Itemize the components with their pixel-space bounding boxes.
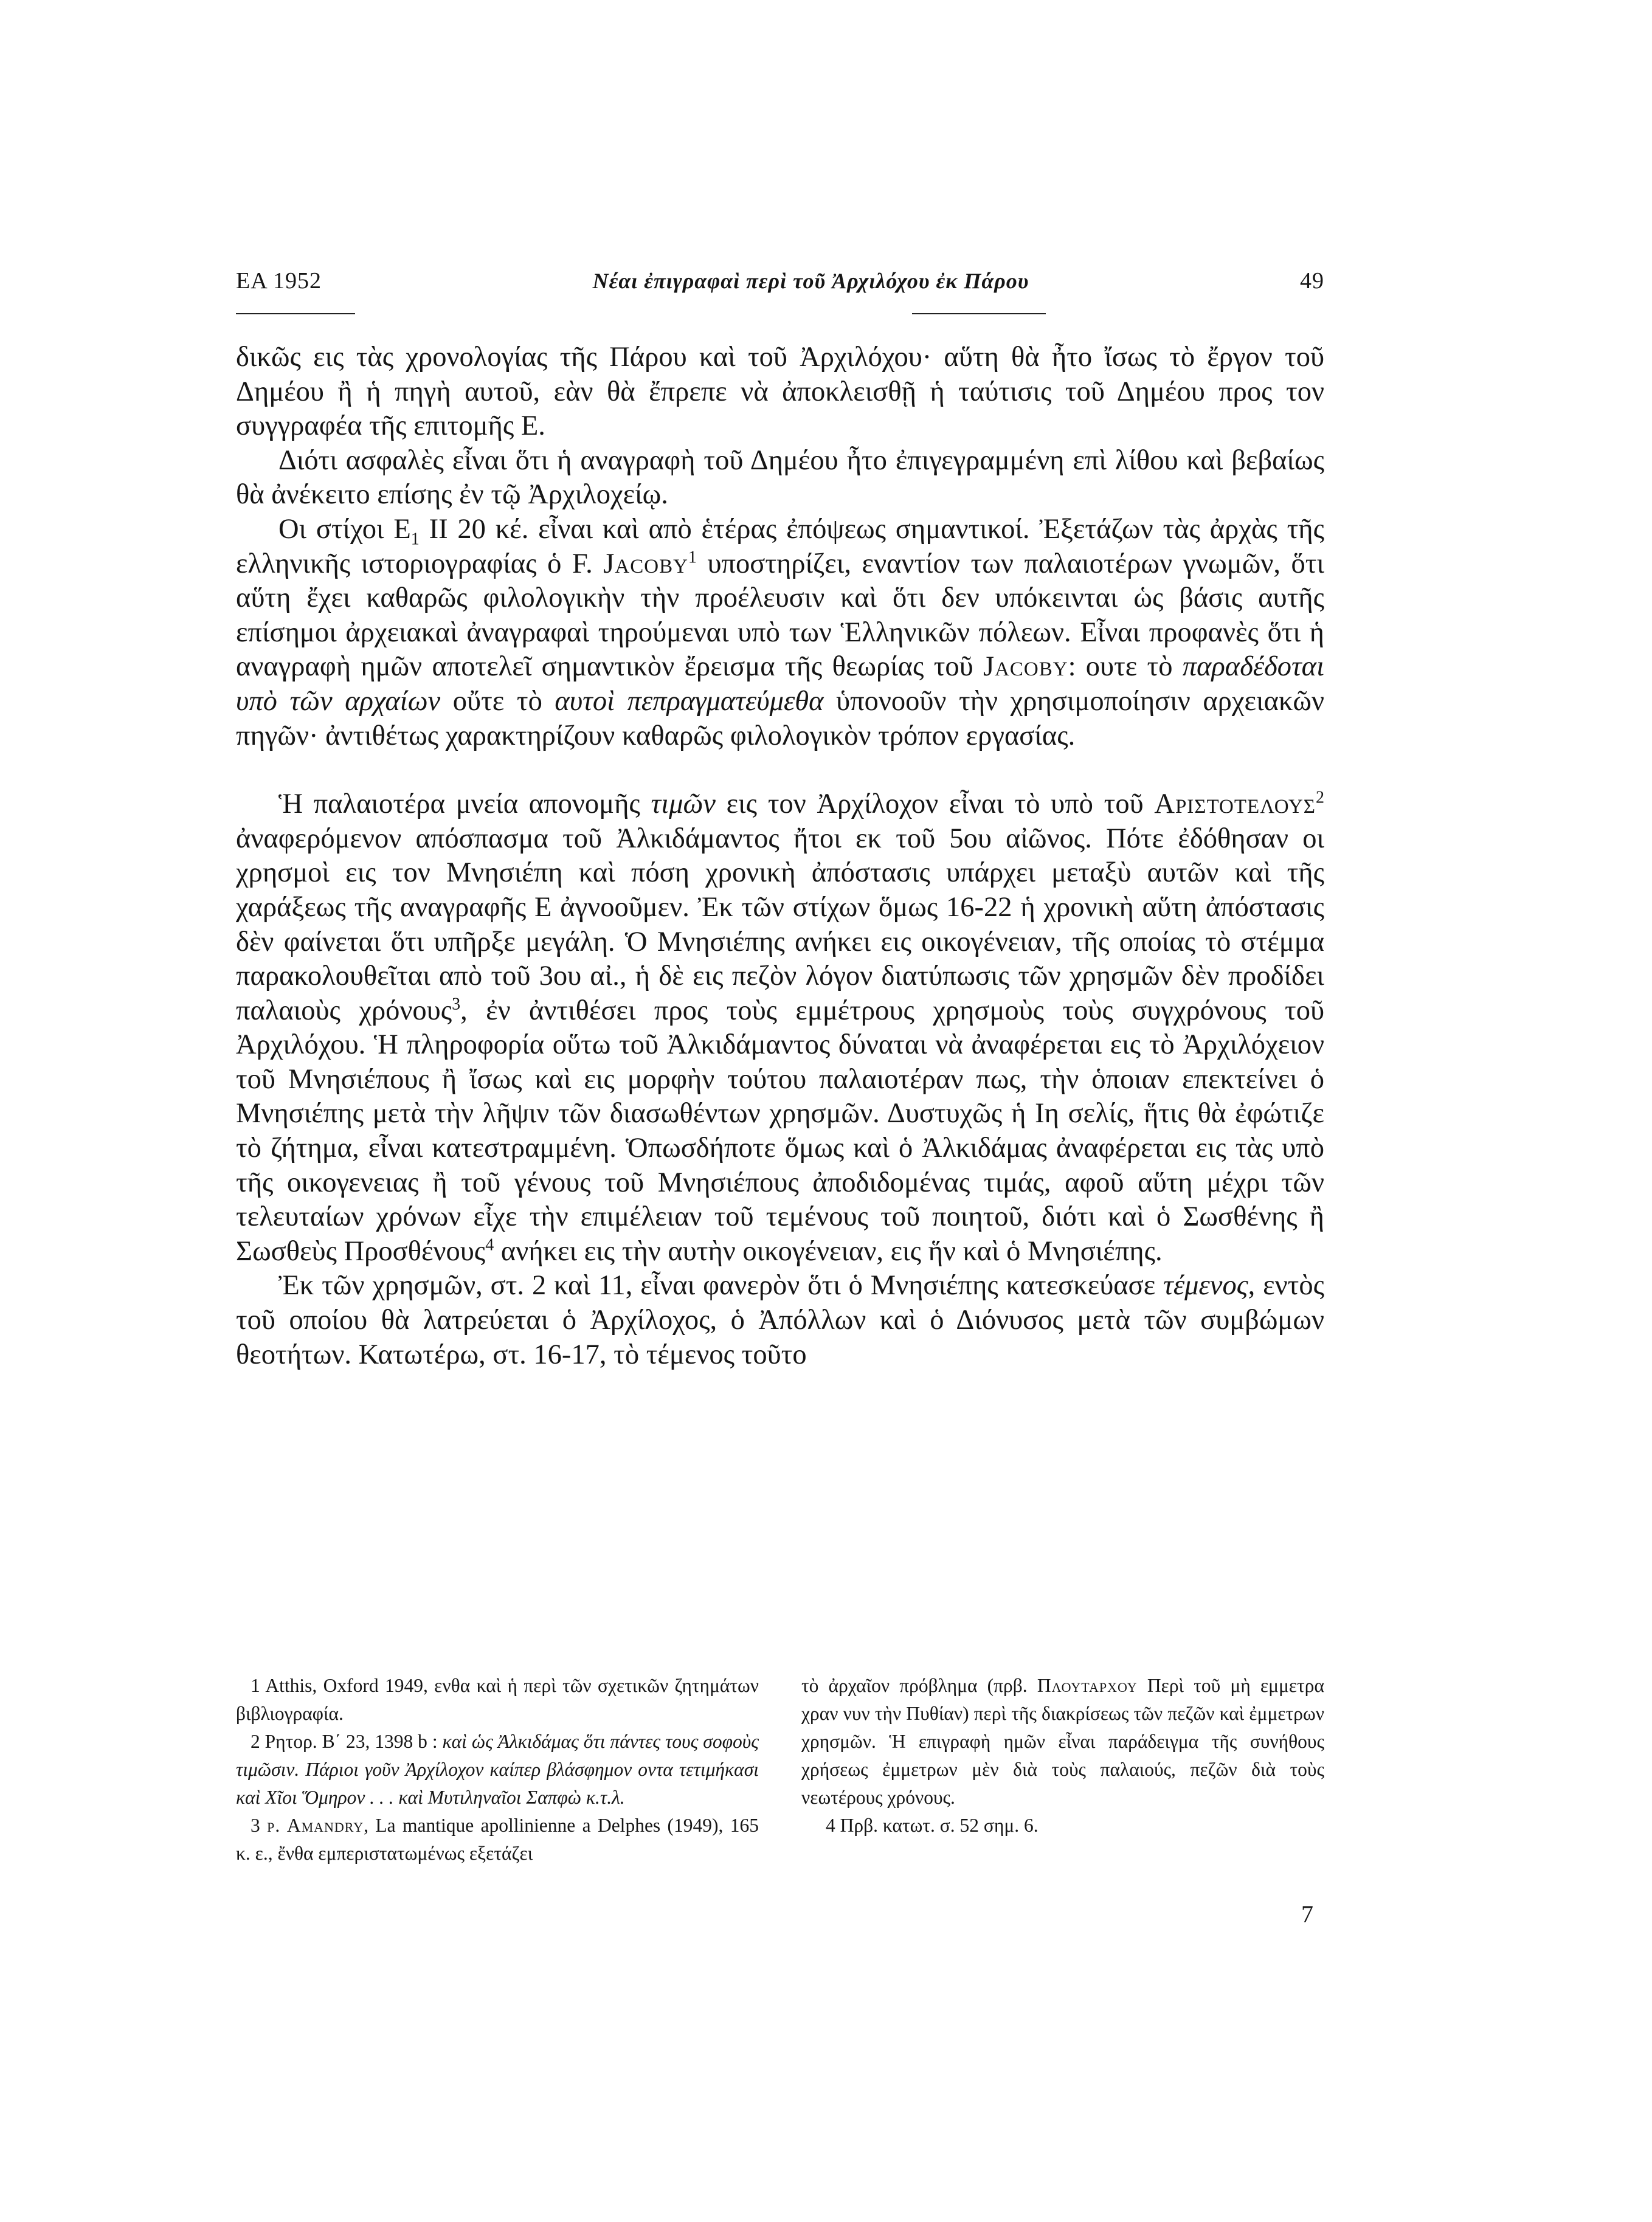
paragraph-3: Οι στίχοι $E_1$ ΙΙ 20 κέ. εἶναι καὶ απὸ ἑτέρας ἐπόψεως σημαντικοί. Ἐξετάζων τὰς ἀρχὰς τῆς ελληνικῆς ιστοριογραφίας ὁ F. Jacoby$^1$ υποστηρίζει, εναντίον των παλαιοτέρων γνωμῶν, ὅτι αὕτη ἔχει καθαρῶς φιλολογικὴν τὴν προέλευσιν καὶ ὅτι δεν υπόκεινται ὡς βάσις αυτῆς επίσημοι ἀρχειακαὶ ἀναγραφαὶ τηρούμεναι υπὸ των Ἑλληνικῶν πόλεων. Εἶναι προφανὲς ὅτι ἡ αναγραφὴ ημῶν αποτελεῖ σημαντικὸν ἔρεισμα τῆς θεωρίας τοῦ Jacoby: ουτε τὸ παραδέδοται υπὸ τῶν αρχαίων οὔτε τὸ αυτοὶ πεπραγματεύμεθα ὑπονοοῦν τὴν χρησιμοποίησιν αρχειακῶν πηγῶν· ἀντιθέτως χαρακτηρίζουν καθαρῶς φιλολογικὸν τρόπον εργασίας. [236,513,1325,751]
paragraph-2: Διότι ασφαλὲς εἶναι ὅτι ἡ αναγραφὴ τοῦ Δημέου ἦτο ἐπιγεγραμμένη επὶ λίθου καὶ βεβαίως θὰ ἀνέκειτο επίσης ἐν τῷ Ἀρχιλοχείῳ. [236,444,1324,511]
author-jacoby: Jacoby [603,548,688,579]
footnote-ref-2: 2 [1316,788,1324,807]
footnote-3: 3 p. Amandry, La mantique apollinienne a Delphes (1949), 165 κ. ε., ἔνθα εμπεριστατωμένως εξετάζει [236,1815,759,1864]
journal-abbreviation: ΕΑ 1952 [236,268,322,294]
footnote-3-continuation: τὸ ἀρχαῖον πρόβλημα (πρβ. Πλουταρχου Περὶ τοῦ μὴ εμμετρα χραν νυν τὴν Πυθίαν) περὶ τῆς διακρίσεως τῶν πεζῶν καὶ ἐμμετρων χρησμῶν. Ἡ επιγραφὴ ημῶν εἶναι παράδειγμα τῆς συνήθους χρήσεως ἐμμετρων μὲν διὰ τοὺς παλαιούς, πεζῶν διὰ τοὺς νεωτέρους χρόνους. [801,1675,1324,1808]
header-rule-left [236,313,355,314]
paragraph-1: δικῶς εις τὰς χρονολογίας τῆς Πάρου καὶ τοῦ Ἀρχιλόχου· αὕτη θὰ ἦτο ἴσως τὸ ἔργον τοῦ Δημέου ἢ ἡ πηγὴ αυτοῦ, εὰν θὰ ἔπρεπε νὰ ἀποκλεισθῇ ἡ ταύτισις τοῦ Δημέου προς τον συγγραφέα τῆς επιτομῆς Ε. [236,342,1324,442]
header-rule-right [912,313,1046,314]
body-text [236,340,1324,1372]
footnotes-right-column [801,1672,1324,1868]
footnotes [236,1672,1324,1868]
footnote-ref-1: 1 [688,548,697,567]
paragraph-4: Ἡ παλαιοτέρα μνεία απονομῆς τιμῶν εις τον Ἀρχίλοχον εἶναι τὸ υπὸ τοῦ Αριστοτελους$^2$ ἀναφερόμενον απόσπασμα τοῦ Ἀλκιδάμαντος ἤτοι εκ τοῦ 5ου αἰῶνος. Πότε ἐδόθησαν οι χρησμοὶ εις τον Μνησιέπη καὶ πόση χρονικὴ ἀπόστασις υπάρχει μεταξὺ αυτῶν καὶ τῆς χαράξεως τῆς αναγραφῆς Ε ἀγνοοῦμεν. Ἐκ τῶν στίχων ὅμως 16-22 ἡ χρονικὴ αὕτη ἀπόστασις δὲν φαίνεται ὅτι υπῆρξε μεγάλη. Ὁ Μνησιέπης ανήκει εις οικογένειαν, τῆς οποίας τὸ στέμμα παρακολουθεῖται απὸ τοῦ 3ου αἰ., ἡ δὲ εις πεζὸν λόγον διατύπωσις τῶν χρησμῶν δὲν προδίδει παλαιοὺς χρόνους$^3$, ἐν ἀντιθέσει προς τοὺς εμμέτρους χρησμοὺς τοὺς συγχρόνους τοῦ Ἀρχιλόχου. Ἡ πληροφορία οὕτω τοῦ Ἀλκιδάμαντος δύναται νὰ ἀναφέρεται εις τὸ Ἀρχιλόχειον τοῦ Μνησιέπους ἢ ἴσως καὶ εις μορφὴν τούτου παλαιοτέραν πως, τὴν ὁποιαν επεκτείνει ὁ Μνησιέπης μετὰ τὴν λῆψιν τῶν διασωθέντων χρησμῶν. Δυστυχῶς ἡ Ιη σελίς, ἥτις θὰ ἐφώτιζε τὸ ζήτημα, εἶναι κατεστραμμένη. Ὁπωσδήποτε ὅμως καὶ ὁ Ἀλκιδάμας ἀναφέρεται εις τὰς υπὸ τῆς οικογενειας ἢ τοῦ γένους τοῦ Μνησιέπους ἀποδιδομένας τιμάς, αφοῦ αὕτη μέχρι τῶν τελευταίων χρόνων εἶχε τὴν επιμέλειαν τοῦ τεμένους τοῦ ποιητοῦ, διότι καὶ ὁ Σωσθένης ἢ Σωσθεὺς Προσθένους$^4$ ανήκει εις τὴν αυτὴν οικογένειαν, εις ἥν καὶ ὁ Μνησιέπης. [236,788,1324,1267]
footnote-1: 1 Atthis, Oxford 1949, ενθα καὶ ἡ περὶ τῶν σχετικῶν ζητημάτων βιβλιογραφία. [236,1675,759,1724]
running-header [236,267,1324,310]
page-number: 49 [1299,268,1324,294]
footnote-ref-4: 4 [485,1235,494,1255]
paragraph-5: Ἐκ τῶν χρησμῶν, στ. 2 καὶ 11, εἶναι φανερὸν ὅτι ὁ Μνησιέπης κατεσκεύασε τέμενος, εντὸς τοῦ οποίου θὰ λατρεύεται ὁ Ἀρχίλοχος, ὁ Ἀπόλλων καὶ ὁ Διόνυσος μετὰ τῶν συμβώμων θεοτήτων. Κατωτέρω, στ. 16-17, τὸ τέμενος τοῦτο [236,1270,1324,1370]
footnote-2: 2 Ρητορ. Β΄ 23, 1398 b : καὶ ὡς Ἀλκιδάμας ὅτι πάντες τους σοφοὺς τιμῶσιν. Πάριοι γοῦν Ἀρχίλοχον καίπερ βλάσφημον οντα τετιμήκασι καὶ Χῖοι Ὅμηρον . . . καὶ Μυτιληναῖοι Σαπφὼ κ.τ.λ. [236,1731,759,1808]
signature-mark: 7 [1301,1900,1313,1928]
footnote-ref-3: 3 [452,995,461,1014]
footnote-4: 4 Πρβ. κατωτ. σ. 52 σημ. 6. [826,1815,1039,1836]
footnotes-left-column [236,1672,759,1868]
running-title: Νέαι ἐπιγραφαὶ περὶ τοῦ Ἀρχιλόχου ἐκ Πάρου [592,269,1029,293]
author-aristotle: Αριστοτελους [1154,788,1316,820]
